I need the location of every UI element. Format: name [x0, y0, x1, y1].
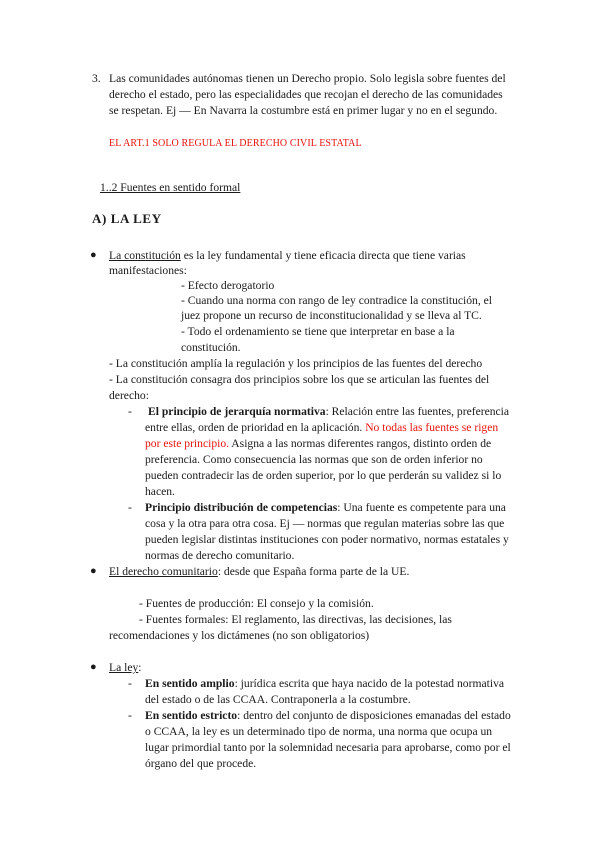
jerarquia-line2-plain: entre ellas, orden de prioridad en la aplicación. [145, 421, 366, 434]
jerarquia-line2-red: No todas las fuentes se rigen [365, 421, 499, 434]
jerarquia-line-4: preferencia. Como consecuencia las normas que son de orden inferior no [145, 453, 483, 466]
competencias-line-1 [145, 500, 506, 516]
estricto-line-2: o CCAA, la ley es un determinado tipo de norma, una norma que ocupa un [145, 725, 493, 738]
jerarquia-line3-red: por este principio. [145, 437, 230, 450]
ley-intro [109, 660, 142, 676]
constitucion-intro-rest: es la ley fundamental y tiene eficacia directa que tiene varias [180, 249, 466, 262]
note-line: derecho: [109, 389, 149, 402]
amplio-title: En sentido amplio [145, 677, 235, 690]
competencias-line-4: normas de derecho comunitario. [145, 549, 295, 562]
amplio-text: : jurídica escrita que haya nacido de la potestad normativa [234, 677, 505, 690]
effect-line: juez propone un recurso de inconstitucionalidad y se lleva al TC. [181, 309, 482, 322]
bullet-icon: ● [90, 661, 97, 673]
ley-colon: : [138, 661, 142, 674]
constitucion-intro-line2: manifestaciones: [109, 264, 187, 277]
ley-term: La ley [109, 661, 139, 674]
jerarquia-line3-plain: Asigna a las normas diferentes rangos, distinto orden de [229, 437, 492, 450]
dash-marker: - [128, 709, 132, 722]
competencias-title: Principio distribución de competencias [145, 501, 338, 514]
competencias-line-3: pueden legislar distintas instituciones con poder normativo, normas estatales y [145, 533, 509, 546]
estricto-line-4: órgano del que procede. [145, 757, 257, 770]
competencias-line-2: cosa y la otra para otra cosa. Ej — normas que regulan materias sobre las que [145, 517, 505, 530]
section-heading [100, 180, 240, 196]
comunitario-term: El derecho comunitario [109, 565, 218, 578]
competencias-text: : Una fuente es competente para una [337, 501, 506, 514]
estricto-line-1 [145, 708, 511, 724]
jerarquia-line-2 [145, 420, 498, 436]
comunitario-item: - Fuentes formales: El reglamento, las directivas, las decisiones, las [139, 613, 452, 626]
note-line: - La constitución consagra dos principios sobre los que se articulan las fuentes del [109, 373, 490, 386]
dash-marker: - [128, 405, 132, 418]
comunitario-rest: : desde que España forma parte de la UE. [217, 565, 410, 578]
estricto-title: En sentido estricto [145, 709, 238, 722]
item3-line-1: Las comunidades autónomas tienen un Derecho propio. Solo legisla sobre fuentes del [109, 72, 506, 85]
estricto-line-3: lugar primordial tanto por la solemnidad necesaria para aprobarse, como por el [145, 741, 511, 754]
bullet-icon: ● [90, 565, 97, 577]
section-heading-text: 1..2 Fuentes en sentido formal [100, 181, 241, 194]
jerarquia-line-5: pueden contradecir las de orden superior, por lo que perderán su validez si lo [145, 469, 502, 482]
dash-marker: - [128, 501, 132, 514]
effect-line: - Efecto derogatorio [181, 279, 275, 292]
effect-line: - Todo el ordenamiento se tiene que interpretar en base a la [181, 325, 455, 338]
subheading: A) LA LEY [92, 211, 162, 226]
jerarquia-title: El principio de jerarquía normativa [148, 405, 326, 418]
comunitario-item: - Fuentes de producción: El consejo y la comisión. [139, 597, 374, 610]
bullet-icon: ● [90, 249, 97, 261]
red-note: EL ART.1 SOLO REGULA EL DERECHO CIVIL ESTATAL [109, 138, 362, 149]
jerarquia-line-3 [145, 436, 491, 452]
amplio-line-2: del estado o de las CCAA. Contraponerla a la costumbre. [145, 693, 411, 706]
effect-line: - Cuando una norma con rango de ley contradice la constitución, el [181, 294, 492, 307]
jerarquia-line-6: hacen. [145, 485, 175, 498]
dash-marker: - [128, 677, 132, 690]
item3-line-2: derecho el estado, pero las especialidades que recojan el derecho de las comunidades [109, 88, 503, 101]
effect-line: constitución. [181, 341, 241, 354]
jerarquia-text: : Relación entre las fuentes, preferencia [325, 405, 510, 418]
item3-line-3: se respetan. Ej — En Navarra la costumbre está en primer lugar y no en el segundo. [109, 104, 498, 117]
item-number: 3. [92, 72, 101, 85]
note-line: - La constitución amplía la regulación y los principios de las fuentes del derecho [109, 357, 483, 370]
constitucion-term: La constitución [109, 249, 181, 262]
jerarquia-line-1 [148, 404, 509, 420]
constitucion-intro [109, 248, 466, 264]
estricto-text: : dentro del conjunto de disposiciones emanadas del estado [237, 709, 511, 722]
comunitario-item: recomendaciones y los dictámenes (no son obligatorios) [109, 629, 370, 642]
comunitario-intro [109, 564, 409, 580]
amplio-line-1 [145, 676, 504, 692]
